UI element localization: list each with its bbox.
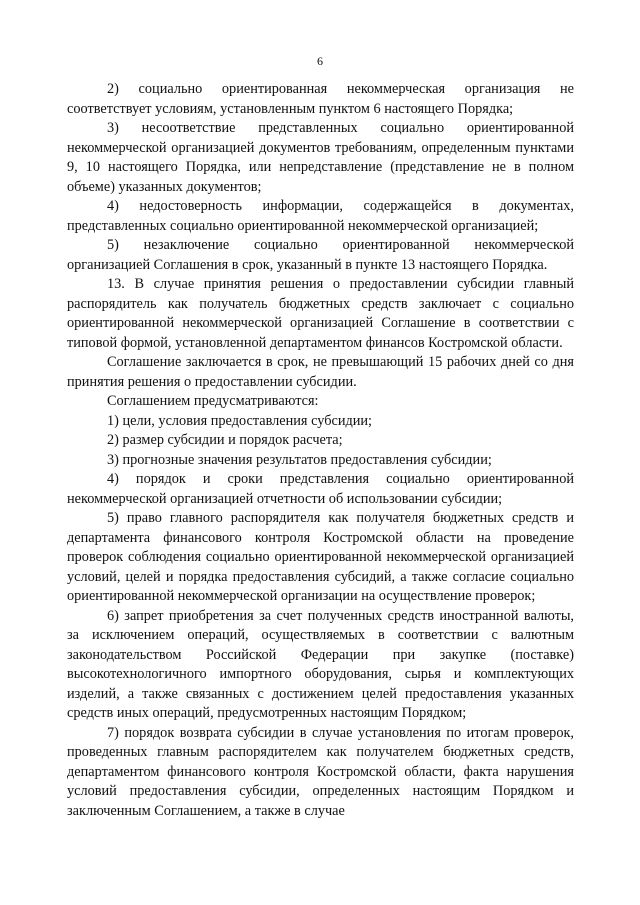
paragraph-provision-7: 7) порядок возврата субсидии в случае установления по итогам проверок, проведенных главным распорядителем как получателем бюджетных средств, департаментом финансового контроля Костромской области, факта нарушения условий предоставления субсидии, определенных настоящим Порядком и заключенным Соглашением, а также в случае — [67, 724, 574, 819]
paragraph-provision-1: 1) цели, условия предоставления субсидии; — [107, 412, 373, 429]
paragraph-item-5: 5) незаключение социально ориентированной некоммерческой организацией Соглашения в срок, указанный в пункте 13 настоящего Порядка. — [67, 237, 574, 273]
paragraph-item-4: 4) недостоверность информации, содержащейся в документах, представленных социально ориентированной некоммерческой организацией; — [67, 198, 574, 234]
paragraph-provision-2: 2) размер субсидии и порядок расчета; — [107, 432, 343, 448]
paragraph-agreement-provides: Соглашением предусматриваются: — [107, 393, 319, 409]
paragraph-item-2: 2) социально ориентированная некоммерческая организация не соответствует условиям, установленным пунктом 6 настоящего Порядка; — [67, 81, 574, 117]
paragraph-provision-6: 6) запрет приобретения за счет полученных средств иностранной валюты, за исключением операций, осуществляемых в соответствии с валютным законодательством Российской Федерации при закупке (поставке) высокотехнологичного импортного оборудования, сырья и комплектующих изделий, а также связанных с достижением целей предоставления указанных средств иных операций, предусмотренных настоящим Порядком; — [67, 607, 574, 721]
paragraph-agreement-term: Соглашение заключается в срок, не превышающий 15 рабочих дней со дня принятия решения о предоставлении субсидии. — [67, 354, 574, 390]
page-number: 6 — [317, 54, 323, 68]
paragraph-provision-4: 4) порядок и сроки представления социально ориентированной некоммерческой организацией отчетности об использовании субсидии; — [67, 471, 574, 507]
paragraph-clause-13: 13. В случае принятия решения о предоставлении субсидии главный распорядитель как получатель бюджетных средств заключает с социально ориентированной некоммерческой организацией Соглашение в соответствии с типовой формой, установленной департаментом финансов Костромской области. — [67, 276, 574, 351]
paragraph-provision-3: 3) прогнозные значения результатов предоставления субсидии; — [107, 451, 492, 468]
paragraph-item-3: 3) несоответствие представленных социально ориентированной некоммерческой организацией документов требованиям, определенным пунктами 9, 10 настоящего Порядка, или непредставление (представление не в полном объеме) указанных документов; — [67, 120, 574, 195]
paragraph-provision-5: 5) право главного распорядителя как получателя бюджетных средств и департамента финансового контроля Костромской области на проведение проверок соблюдения социально ориентированной некоммерческой организацией условий, целей и порядка предоставления субсидий, а также согласие социально ориентированной некоммерческой организации на осуществление проверок; — [67, 510, 574, 604]
body-text — [67, 80, 574, 821]
